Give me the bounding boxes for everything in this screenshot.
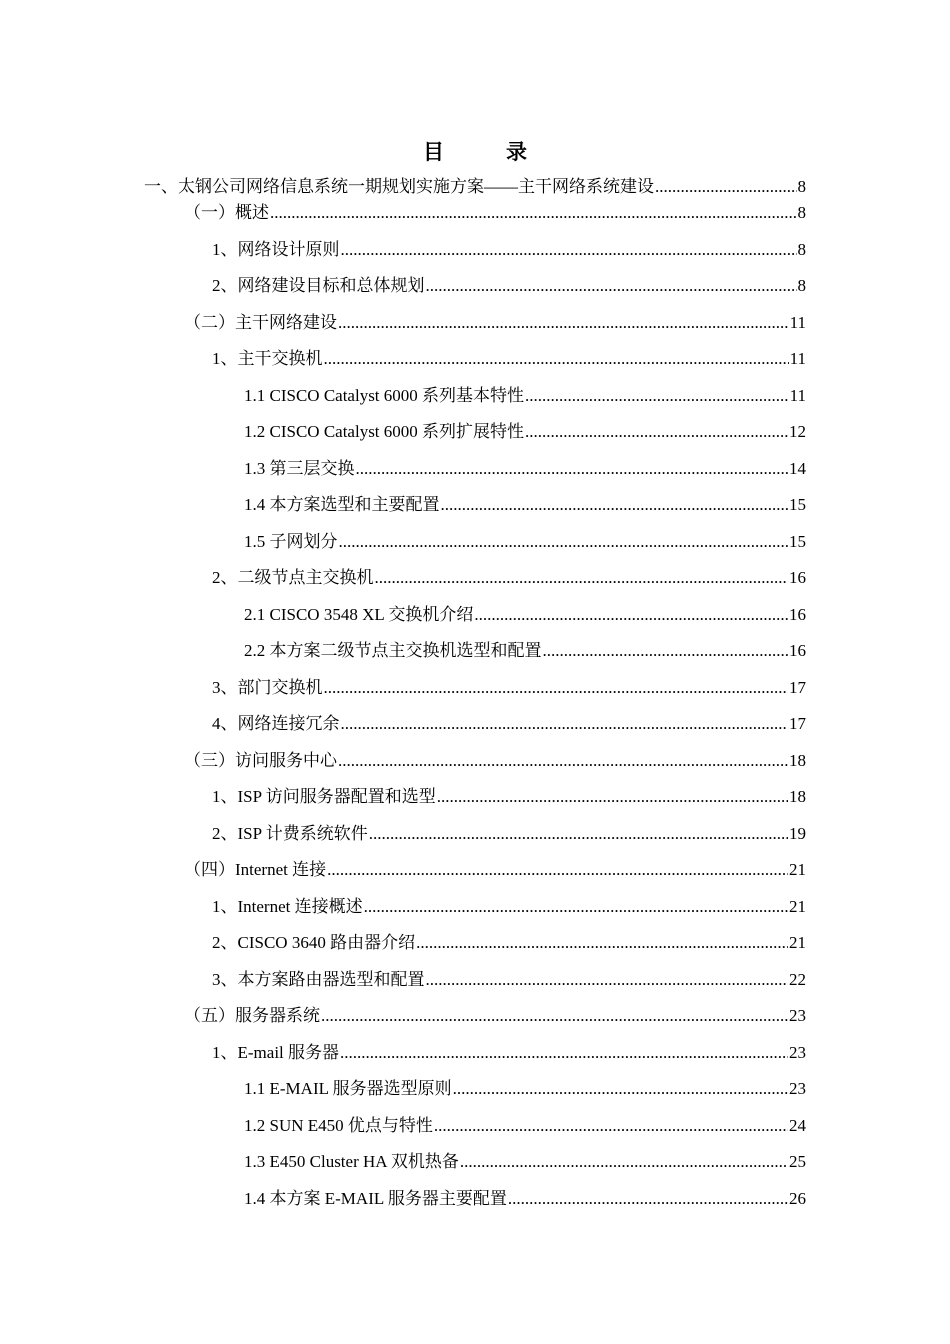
toc-entry-label: （三）访问服务中心 <box>184 751 337 770</box>
toc-entry-page: 23 <box>789 1006 806 1025</box>
toc-entry-page: 8 <box>797 177 806 196</box>
toc-entry-level2[interactable] <box>184 859 806 881</box>
toc-entry-page: 24 <box>789 1116 806 1135</box>
toc-entry-page: 11 <box>789 386 806 405</box>
toc-entry-label: （一）概述 <box>184 203 269 222</box>
dot-leader <box>340 1042 788 1064</box>
toc-title-part2: 录 <box>506 140 527 164</box>
toc-entry-label: 1、E-mail 服务器 <box>212 1043 340 1062</box>
dot-leader <box>525 385 789 407</box>
toc-entry-level3[interactable] <box>212 969 806 991</box>
dot-leader <box>508 1188 788 1210</box>
toc-entry-level2[interactable] <box>184 202 806 224</box>
toc-entry-label: 2、CISCO 3640 路由器介绍 <box>212 933 416 952</box>
toc-entry-level3[interactable] <box>212 932 806 954</box>
dot-leader <box>341 239 797 261</box>
dot-leader <box>341 713 789 735</box>
dot-leader <box>321 1005 788 1027</box>
dot-leader <box>324 677 789 699</box>
toc-entry-level4[interactable] <box>244 1151 806 1173</box>
toc-entry-page: 17 <box>789 714 806 733</box>
dot-leader <box>369 823 788 845</box>
toc-entry-label: （二）主干网络建设 <box>184 313 337 332</box>
toc-entry-page: 25 <box>789 1152 806 1171</box>
dot-leader <box>441 494 789 516</box>
toc-entry-level4[interactable] <box>244 385 806 407</box>
dot-leader <box>327 859 788 881</box>
toc-entry-level3[interactable] <box>212 896 806 918</box>
dot-leader <box>356 458 789 480</box>
toc-entry-label: 1、Internet 连接概述 <box>212 897 363 916</box>
toc-entry-page: 17 <box>789 678 806 697</box>
toc-entry-page: 12 <box>789 422 806 441</box>
toc-entry-label: 2、网络建设目标和总体规划 <box>212 276 425 295</box>
toc-entry-label: 1.3 第三层交换 <box>244 459 355 478</box>
toc-entry-level4[interactable] <box>244 458 806 480</box>
toc-entry-level2[interactable] <box>184 1005 806 1027</box>
toc-entry-level3[interactable] <box>212 713 806 735</box>
toc-entry-page: 11 <box>789 313 806 332</box>
toc-entry-page: 18 <box>789 787 806 806</box>
toc-entry-page: 21 <box>789 860 806 879</box>
toc-entry-level3[interactable] <box>212 275 806 297</box>
dot-leader <box>339 531 789 553</box>
toc-entry-level3[interactable] <box>212 239 806 261</box>
dot-leader <box>426 275 797 297</box>
toc-entry-label: 2.1 CISCO 3548 XL 交换机介绍 <box>244 605 474 624</box>
dot-leader <box>543 640 789 662</box>
toc-entry-label: 1、ISP 访问服务器配置和选型 <box>212 787 436 806</box>
toc-entry-page: 26 <box>789 1189 806 1208</box>
dot-leader <box>437 786 788 808</box>
dot-leader <box>460 1151 788 1173</box>
dot-leader <box>426 969 789 991</box>
toc-entry-label: 1.4 本方案选型和主要配置 <box>244 495 440 514</box>
toc-entry-page: 8 <box>797 203 806 222</box>
toc-entry-page: 8 <box>797 240 806 259</box>
toc-entry-label: 1.1 E-MAIL 服务器选型原则 <box>244 1079 452 1098</box>
toc-entry-level4[interactable] <box>244 494 806 516</box>
toc-entry-label: 1.2 CISCO Catalyst 6000 系列扩展特性 <box>244 422 525 441</box>
toc-title-part1: 目 <box>423 140 444 164</box>
dot-leader <box>525 421 788 443</box>
dot-leader <box>338 312 789 334</box>
toc-entry-level4[interactable] <box>244 640 806 662</box>
toc-entry-page: 16 <box>789 605 806 624</box>
toc-entry-level4[interactable] <box>244 604 806 626</box>
toc-entry-level4[interactable] <box>244 1115 806 1137</box>
toc-title <box>0 136 950 166</box>
dot-leader <box>474 604 788 626</box>
toc-entry-label: 2.2 本方案二级节点主交换机选型和配置 <box>244 641 542 660</box>
toc-entry-label: 1.2 SUN E450 优点与特性 <box>244 1116 433 1135</box>
toc-entry-label: 1.5 子网划分 <box>244 532 338 551</box>
toc-entry-label: 1.4 本方案 E-MAIL 服务器主要配置 <box>244 1189 507 1208</box>
toc-entry-level3[interactable] <box>212 786 806 808</box>
toc-entry-level3[interactable] <box>212 677 806 699</box>
dot-leader <box>270 202 797 224</box>
toc-entry-page: 14 <box>789 459 806 478</box>
toc-entry-label: （四）Internet 连接 <box>184 860 327 879</box>
dot-leader <box>453 1078 788 1100</box>
toc-entry-page: 8 <box>797 276 806 295</box>
toc-entry-page: 22 <box>789 970 806 989</box>
dot-leader <box>375 567 789 589</box>
toc-entry-page: 11 <box>789 349 806 368</box>
toc-entry-label: 2、二级节点主交换机 <box>212 568 374 587</box>
toc-entry-level2[interactable] <box>184 750 806 772</box>
toc-entry-level3[interactable] <box>212 348 806 370</box>
dot-leader <box>416 932 788 954</box>
toc-entry-level4[interactable] <box>244 421 806 443</box>
toc-entry-level1[interactable] <box>144 176 806 198</box>
dot-leader <box>338 750 788 772</box>
toc-entry-level3[interactable] <box>212 1042 806 1064</box>
toc-entry-label: 3、本方案路由器选型和配置 <box>212 970 425 989</box>
toc-entry-level4[interactable] <box>244 531 806 553</box>
toc-entry-label: 4、网络连接冗余 <box>212 714 340 733</box>
dot-leader <box>364 896 788 918</box>
toc-entry-page: 15 <box>789 532 806 551</box>
dot-leader <box>655 176 797 198</box>
toc-entry-level4[interactable] <box>244 1188 806 1210</box>
toc-entry-label: 1.3 E450 Cluster HA 双机热备 <box>244 1152 459 1171</box>
toc-entry-label: 1、网络设计原则 <box>212 240 340 259</box>
toc-entry-label: （五）服务器系统 <box>184 1006 320 1025</box>
toc-entry-page: 23 <box>789 1079 806 1098</box>
dot-leader <box>324 348 789 370</box>
toc-entry-label: 2、ISP 计费系统软件 <box>212 824 368 843</box>
toc-entry-page: 16 <box>789 568 806 587</box>
toc-entry-level3[interactable] <box>212 567 806 589</box>
toc-entry-label: 1.1 CISCO Catalyst 6000 系列基本特性 <box>244 386 525 405</box>
toc-entry-page: 16 <box>789 641 806 660</box>
toc-entry-label: 一、太钢公司网络信息系统一期规划实施方案——主干网络系统建设 <box>144 177 654 196</box>
toc-entry-page: 19 <box>789 824 806 843</box>
toc-entry-page: 21 <box>789 933 806 952</box>
toc-entry-level3[interactable] <box>212 823 806 845</box>
toc-entry-page: 23 <box>789 1043 806 1062</box>
toc-entry-label: 3、部门交换机 <box>212 678 323 697</box>
dot-leader <box>434 1115 788 1137</box>
toc-entry-label: 1、主干交换机 <box>212 349 323 368</box>
toc-entry-level2[interactable] <box>184 312 806 334</box>
toc-entry-page: 21 <box>789 897 806 916</box>
toc-entry-level4[interactable] <box>244 1078 806 1100</box>
toc-entry-page: 18 <box>789 751 806 770</box>
toc-entry-page: 15 <box>789 495 806 514</box>
